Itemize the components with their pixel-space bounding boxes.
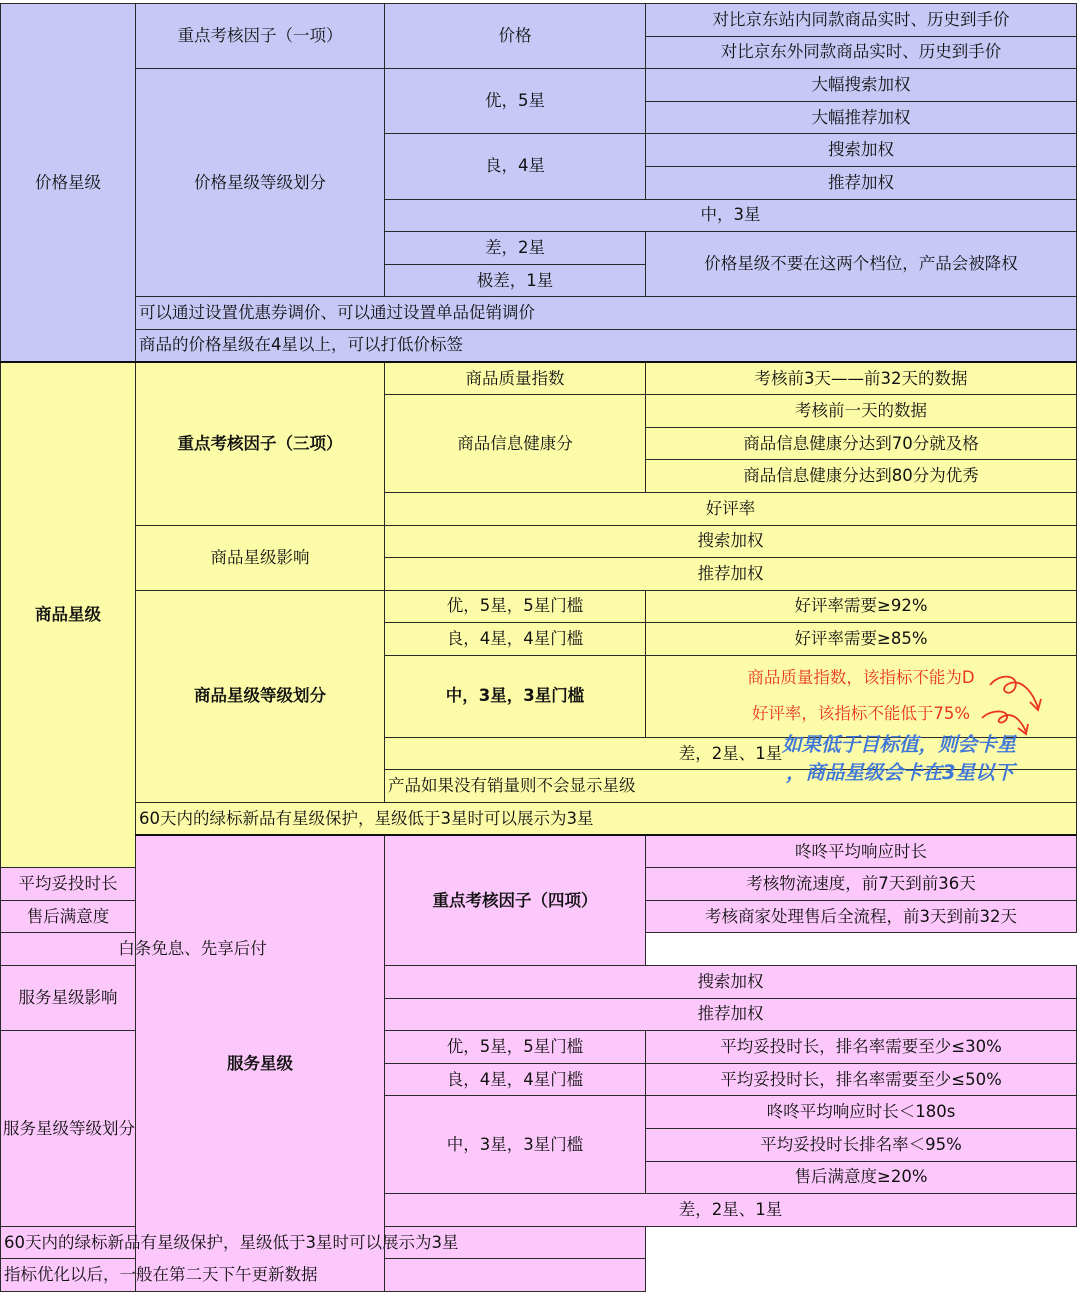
- product-impact: 推荐加权: [385, 558, 1077, 591]
- product-medium-req: 好评率，该指标不能低于75%: [751, 704, 971, 724]
- product-impact-label: 商品星级影响: [136, 525, 385, 590]
- service-impact: 搜索加权: [385, 966, 1077, 999]
- price-factor-label: 重点考核因子（一项）: [136, 4, 385, 69]
- service-factor-name: 咚咚平均响应时长: [646, 835, 1077, 868]
- price-note: 商品的价格星级在4星以上，可以打低价标签: [136, 329, 1077, 362]
- annotation-line: ，商品星级会卡在3星以下: [786, 761, 1015, 784]
- price-section-label: 价格星级: [1, 4, 136, 363]
- price-grade-poor: 差，2星: [385, 232, 646, 265]
- service-good-req: 平均妥投时长，排名率需要至少≤50%: [646, 1063, 1077, 1096]
- product-note: 产品如果没有销量则不会显示星级: [385, 770, 1077, 803]
- product-quality-index-detail: 考核前3天——前32天的数据: [646, 362, 1077, 395]
- service-factor-label: 重点考核因子（四项）: [385, 835, 646, 965]
- price-grade-very-poor: 极差，1星: [385, 264, 646, 297]
- price-excellent-effect: 大幅搜索加权: [646, 69, 1077, 102]
- service-medium-req: 售后满意度≥20%: [646, 1161, 1077, 1194]
- product-factor-label: 重点考核因子（三项）: [136, 362, 385, 525]
- price-grade-medium: 中，3星: [385, 199, 1077, 232]
- service-note: 60天内的绿标新品有星级保护，星级低于3星时可以展示为3星: [1, 1226, 646, 1259]
- product-grade-label: 商品星级等级划分: [136, 590, 385, 802]
- price-grade-label: 价格星级等级划分: [136, 69, 385, 297]
- service-factor-detail: 考核物流速度，前7天到前36天: [646, 868, 1077, 901]
- service-grade-medium: 中，3星，3星门槛: [385, 1096, 646, 1194]
- product-info-health-detail: 商品信息健康分达到80分为优秀: [646, 460, 1077, 493]
- handwritten-annotation: [782, 731, 1072, 787]
- service-factor-name: 平均妥投时长: [1, 868, 136, 901]
- price-good-effect: 推荐加权: [646, 166, 1077, 199]
- price-note: 可以通过设置优惠券调价、可以通过设置单品促销调价: [136, 297, 1077, 330]
- service-factor-detail: 考核商家处理售后全流程，前3天到前32天: [646, 900, 1077, 933]
- service-grade-poor: 差，2星、1星: [385, 1194, 1077, 1227]
- product-impact: 搜索加权: [385, 525, 1077, 558]
- product-grade-good: 良，4星，4星门槛: [385, 623, 646, 656]
- product-grade-poor: 差，2星、1星: [385, 737, 1077, 770]
- service-note: 指标优化以后，一般在第二天下午更新数据: [1, 1259, 646, 1292]
- product-info-health: 商品信息健康分: [385, 395, 646, 493]
- price-factor-detail: 对比京东外同款商品实时、历史到手价: [646, 36, 1077, 69]
- product-medium-req: 商品质量指数，该指标不能为D: [747, 668, 975, 688]
- service-grade-label: 服务星级等级划分: [1, 1031, 136, 1227]
- service-factor-extra: 白条免息、先享后付: [1, 933, 385, 966]
- price-grade-excellent: 优，5星: [385, 69, 646, 134]
- service-grade-good: 良，4星，4星门槛: [385, 1063, 646, 1096]
- product-note: 60天内的绿标新品有星级保护，星级低于3星时可以展示为3星: [136, 803, 1077, 836]
- product-excellent-req: 好评率需要≥92%: [646, 590, 1077, 623]
- service-medium-req: 咚咚平均响应时长＜180s: [646, 1096, 1077, 1129]
- price-grade-good: 良，4星: [385, 134, 646, 199]
- product-grade-medium: 中，3星，3星门槛: [385, 655, 646, 737]
- service-section-label: 服务星级: [136, 835, 385, 1291]
- product-grade-excellent: 优，5星，5星门槛: [385, 590, 646, 623]
- annotation-line: 如果低于目标值，则会卡星: [782, 733, 1017, 756]
- service-factor-name: 售后满意度: [1, 900, 136, 933]
- price-good-effect: 搜索加权: [646, 134, 1077, 167]
- service-impact: 推荐加权: [385, 998, 1077, 1031]
- product-quality-index: 商品质量指数: [385, 362, 646, 395]
- star-rating-table: [0, 3, 1077, 1292]
- red-arrow-icon: [960, 660, 1050, 740]
- price-excellent-effect: 大幅推荐加权: [646, 101, 1077, 134]
- price-factor-name: 价格: [385, 4, 646, 69]
- product-positive-rate: 好评率: [385, 492, 1077, 525]
- price-poor-note: 价格星级不要在这两个档位，产品会被降权: [646, 232, 1077, 297]
- product-info-health-detail: 考核前一天的数据: [646, 395, 1077, 428]
- price-factor-detail: 对比京东站内同款商品实时、历史到手价: [646, 4, 1077, 37]
- product-section-label: 商品星级: [1, 362, 136, 868]
- service-excellent-req: 平均妥投时长，排名率需要至少≤30%: [646, 1031, 1077, 1064]
- service-medium-req: 平均妥投时长排名率＜95%: [646, 1129, 1077, 1162]
- product-good-req: 好评率需要≥85%: [646, 623, 1077, 656]
- service-impact-label: 服务星级影响: [1, 966, 136, 1031]
- product-info-health-detail: 商品信息健康分达到70分就及格: [646, 427, 1077, 460]
- service-grade-excellent: 优，5星，5星门槛: [385, 1031, 646, 1064]
